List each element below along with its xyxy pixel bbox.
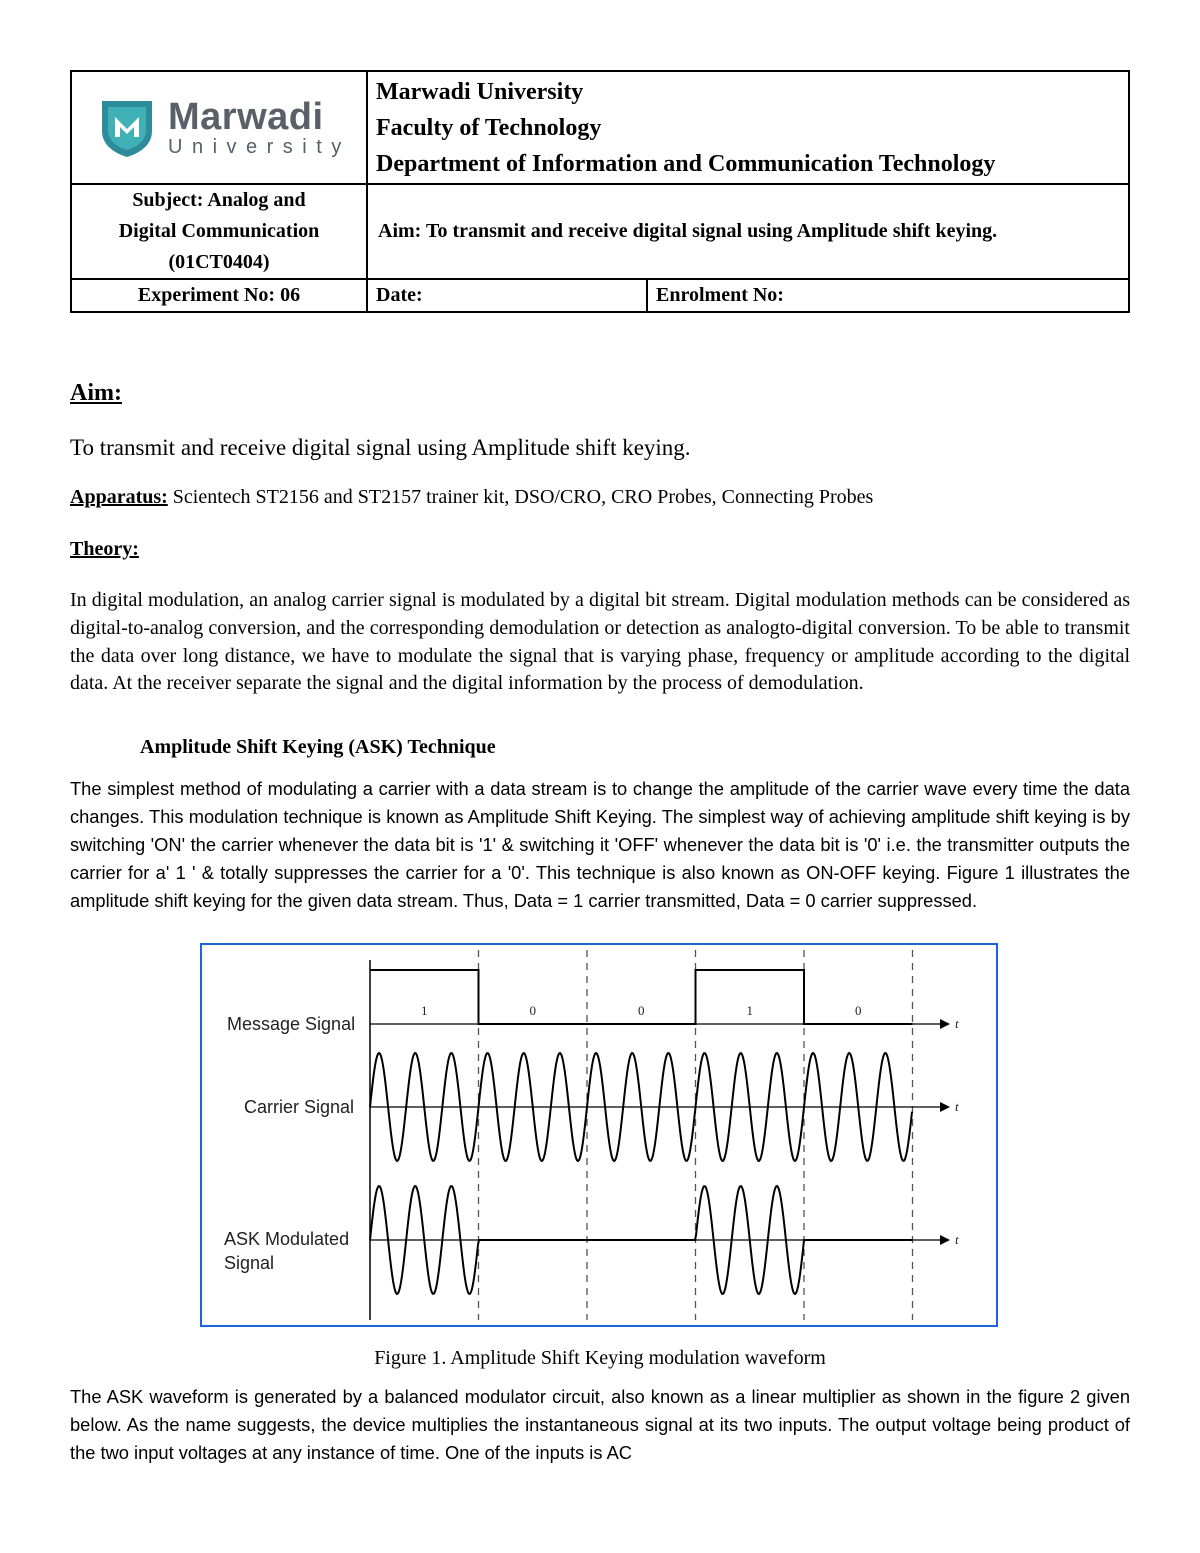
theory-heading: Theory: [70, 538, 139, 560]
bit-label: 0 [638, 1003, 645, 1018]
bit-label: 0 [529, 1003, 536, 1018]
ask-figure [200, 943, 998, 1327]
ask-waveform-paragraph: The ASK waveform is generated by a balanced modulator circuit, also known as a linear multiplier as shown in the figure 2 given below. As the name suggests, the device multiplies the instantaneous signal at its two inputs. The output voltage being product of the two input voltages at any instance of time. One of the inputs is AC [70, 1386, 1130, 1463]
apparatus-text: Scientech ST2156 and ST2157 trainer kit, DSO/CRO, CRO Probes, Connecting Probes [167, 486, 874, 508]
subject-code: (01CT0404) [168, 251, 270, 273]
subject-line-1: Subject: Analog and [132, 189, 306, 211]
ask-paragraph: The simplest method of modulating a carrier with a data stream is to change the amplitude of the carrier wave every time the data changes. This modulation technique is known as Amplitude Shift Keying. The simplest way of achieving amplitude shift keying is by switching 'ON' the carrier whenever the data bit is '1' & switching it 'OFF' whenever the data bit is '0' i.e. the transmitter outputs the carrier for a' 1 ' & totally suppresses the carrier for a '0'. This technique is also known as ON-OFF keying. Figure 1 illustrates the amplitude shift keying for the given data stream. Thus, Data = 1 carrier transmitted, Data = 0 carrier suppressed. [70, 778, 1130, 911]
logo-subtitle: University [168, 135, 351, 158]
subject-cell [71, 184, 367, 279]
message-axis-arrow-icon [940, 1019, 950, 1029]
carrier-axis-arrow-icon [940, 1102, 950, 1112]
message-signal-label: Message Signal [227, 1014, 356, 1034]
enrolment-field: Enrolment No: [647, 279, 1129, 312]
carrier-axis-t-label: t [955, 1099, 959, 1114]
ask-axis-t-label: t [955, 1232, 959, 1247]
ask-waveform-diagram [202, 945, 996, 1325]
logo-name: Marwadi [168, 95, 324, 138]
apparatus-label: Apparatus: [70, 486, 168, 508]
aim-heading: Aim: [70, 380, 122, 406]
bit-labels [421, 1003, 862, 1018]
figure-caption: Figure 1. Amplitude Shift Keying modulation waveform [374, 1347, 826, 1369]
theory-paragraph: In digital modulation, an analog carrier signal is modulated by a digital bit stream. Digital modulation methods can be considered as digital-to-analog conversion, and the corresponding demodulation or detection as analogto-digital conversion. To be able to transmit the data over long distance, we have to modulate the signal that is varying phase, frequency or amplitude according to the digital data. At the receiver separate the signal and the digital information by the process of demodulation. [70, 589, 1130, 695]
apparatus-line [70, 486, 873, 509]
ask-axis-arrow-icon [940, 1235, 950, 1245]
message-axis-t-label: t [955, 1016, 959, 1031]
bit-label: 0 [855, 1003, 862, 1018]
faculty-name: Faculty of Technology [376, 114, 602, 141]
university-logo [72, 97, 366, 159]
header-table [70, 70, 1130, 313]
ask-heading: Amplitude Shift Keying (ASK) Technique [140, 736, 496, 758]
bit-label: 1 [746, 1003, 753, 1018]
ask-signal-label-line-1: ASK Modulated [224, 1229, 350, 1249]
subject-line-2: Digital Communication [118, 220, 320, 242]
department-name: Department of Information and Communication Technology [376, 150, 996, 177]
logo-cell [71, 71, 367, 184]
bit-label: 1 [421, 1003, 428, 1018]
date-field: Date: [367, 279, 647, 312]
institution-cell [367, 71, 1129, 184]
shield-icon [98, 97, 156, 159]
carrier-signal-label: Carrier Signal [244, 1097, 355, 1117]
university-name: Marwadi University [376, 78, 584, 105]
header-aim: Aim: To transmit and receive digital signal using Amplitude shift keying. [367, 184, 1129, 279]
experiment-number: Experiment No: 06 [71, 279, 367, 312]
ask-signal-label-line-2: Signal [224, 1253, 275, 1273]
aim-text: To transmit and receive digital signal using Amplitude shift keying. [70, 435, 691, 460]
